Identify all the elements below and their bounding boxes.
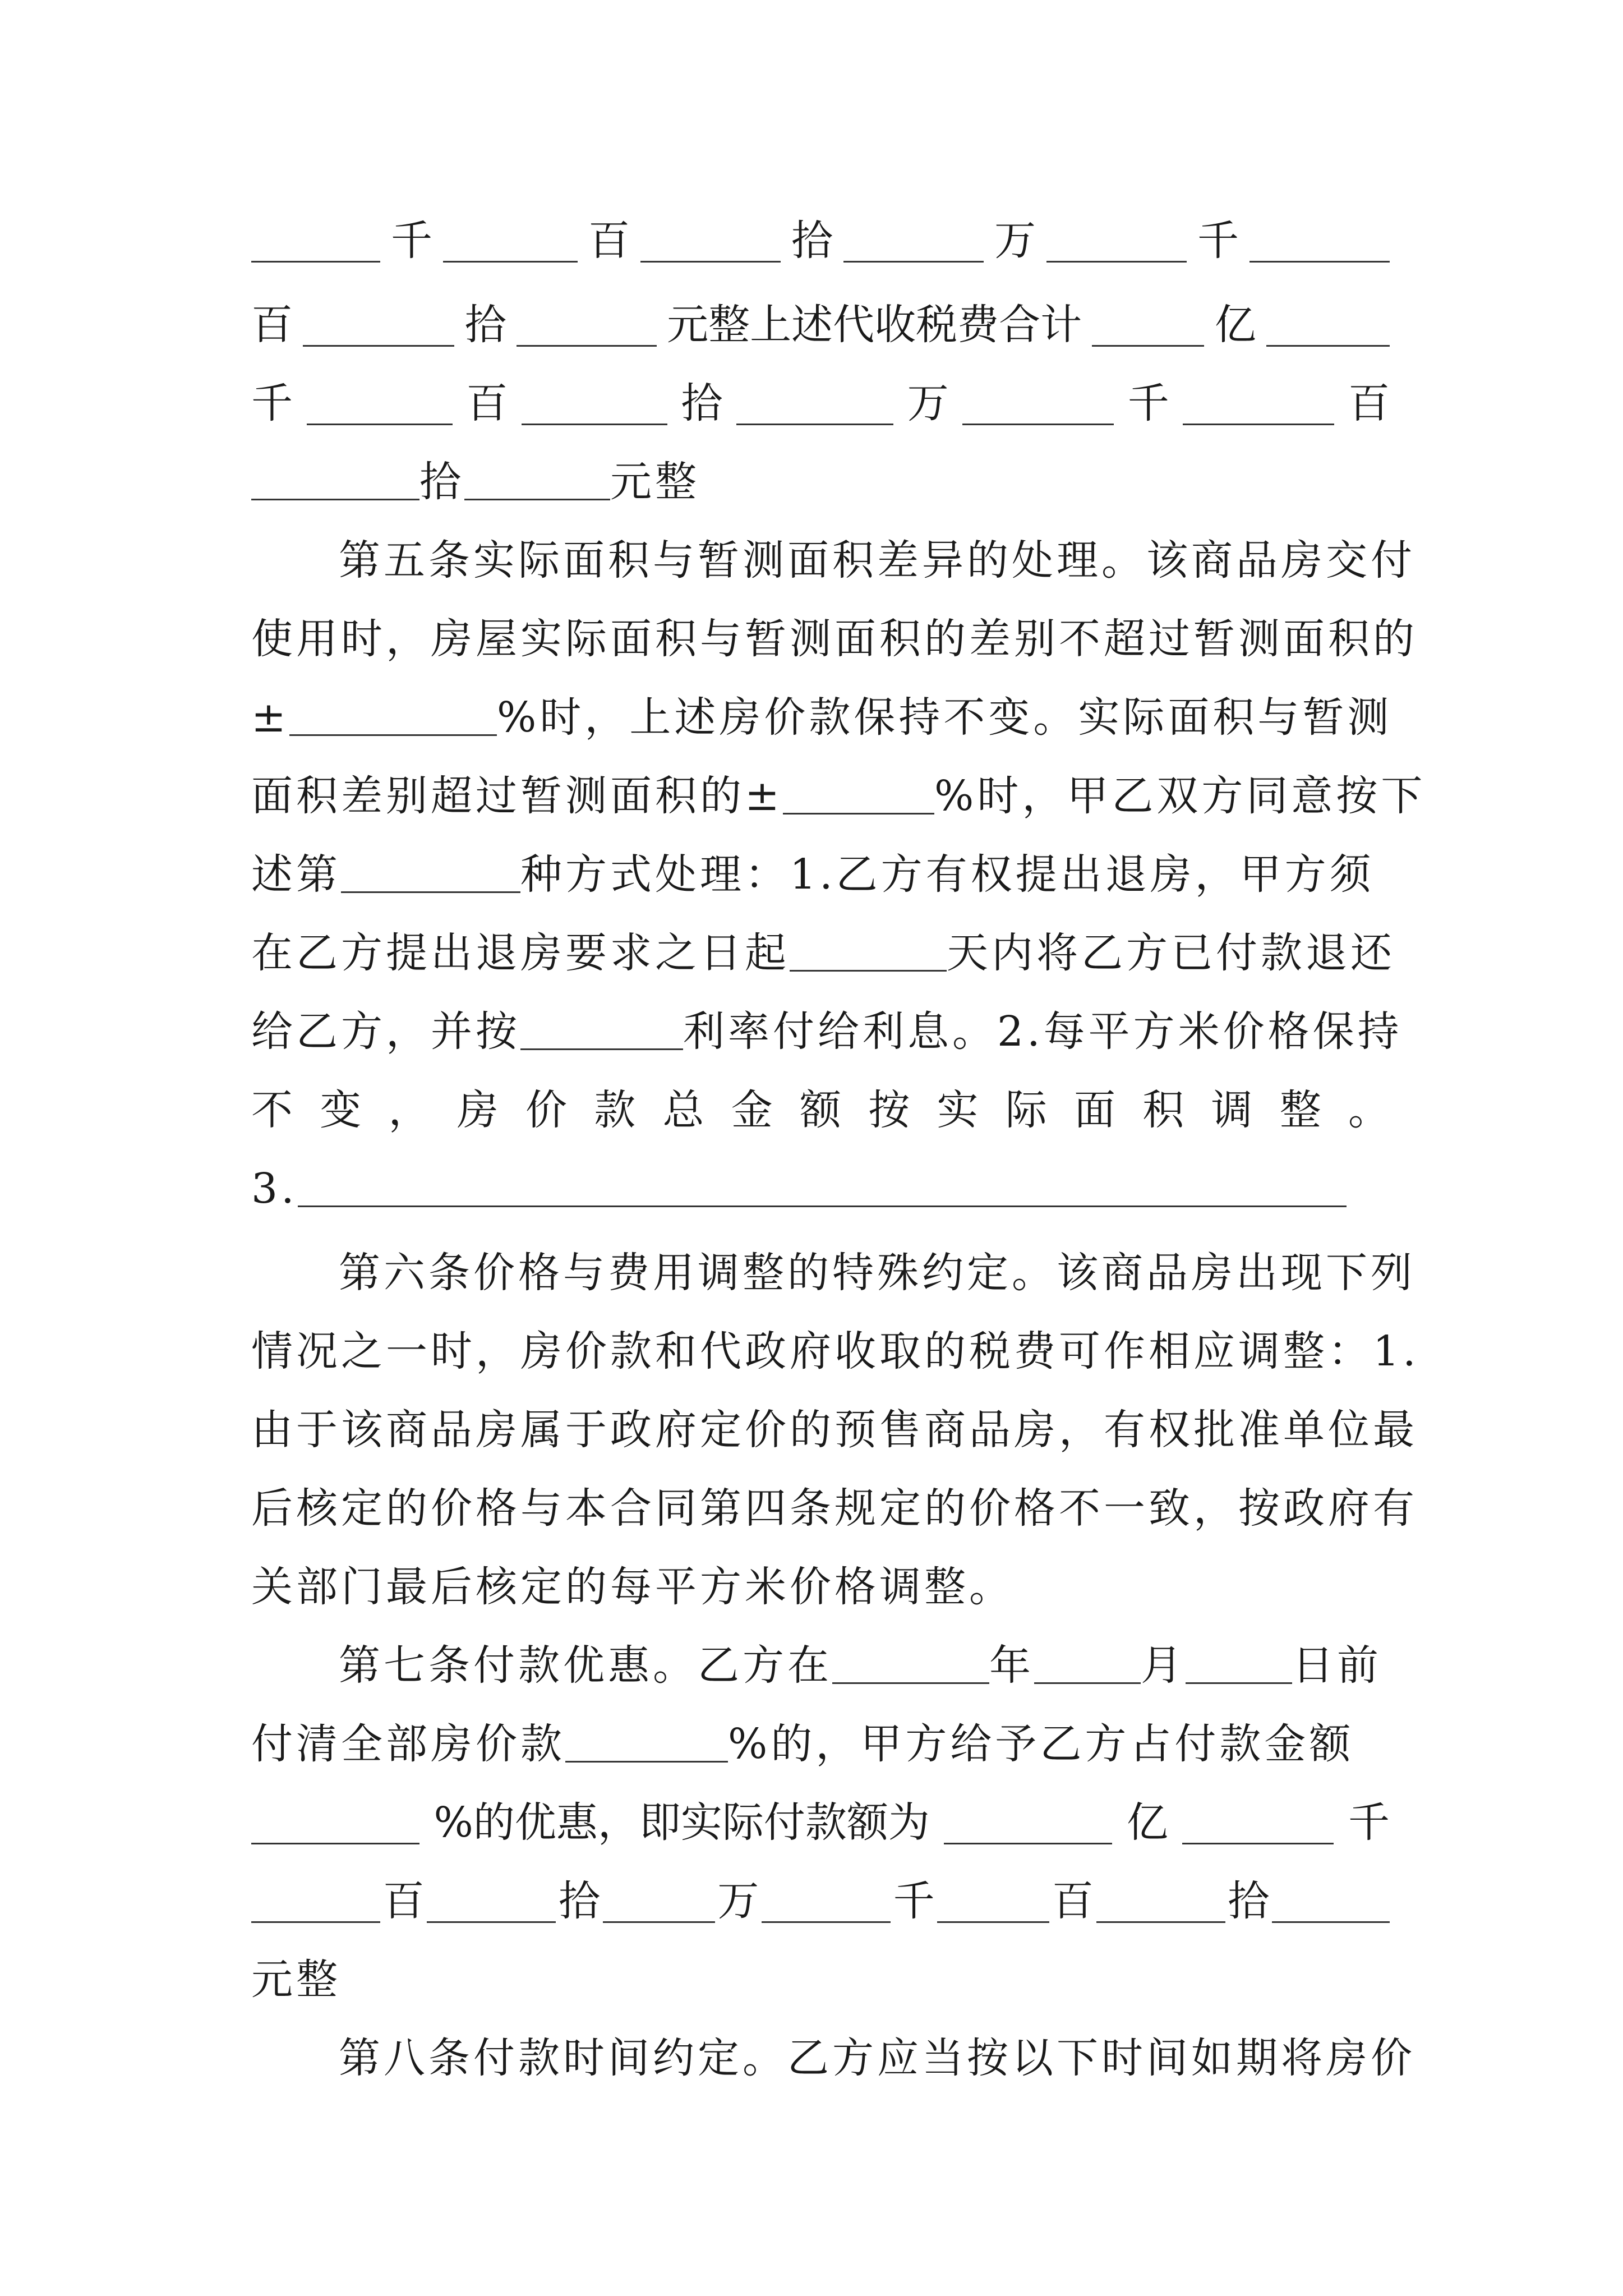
line-text: 亿 xyxy=(1214,301,1256,349)
text-line xyxy=(251,1941,1390,2018)
line-text: 额 xyxy=(800,1086,841,1134)
line-text: 实 xyxy=(937,1086,979,1134)
fill-in-blank[interactable] xyxy=(783,771,934,815)
fill-in-blank[interactable] xyxy=(251,1801,419,1844)
line-text: 种方式处理：1.乙方有权提出退房，甲方须 xyxy=(520,850,1375,899)
text-line xyxy=(251,757,1426,835)
fill-in-blank[interactable] xyxy=(1034,1641,1141,1684)
line-text: 在乙方提出退房要求之日起 xyxy=(251,929,790,977)
text-line xyxy=(251,1705,1390,1783)
line-text: 际 xyxy=(1005,1086,1047,1134)
fill-in-blank[interactable] xyxy=(307,382,453,425)
text-line xyxy=(251,1548,1390,1626)
line-text: 元整 xyxy=(610,458,700,506)
line-text: 月 xyxy=(1141,1641,1186,1690)
text-line xyxy=(339,1234,1415,1312)
fill-in-blank[interactable] xyxy=(1046,219,1187,263)
line-text: 第七条付款优惠。乙方在 xyxy=(339,1641,832,1690)
fill-in-blank[interactable] xyxy=(443,219,578,263)
line-text: 万 xyxy=(994,217,1036,265)
text-line xyxy=(339,2019,1415,2097)
fill-in-blank[interactable] xyxy=(341,850,520,893)
line-text: 整 xyxy=(1279,1086,1321,1134)
line-text: 变 xyxy=(320,1086,362,1134)
text-line xyxy=(251,1470,1418,1547)
line-text: 千 xyxy=(1127,379,1169,427)
text-line xyxy=(251,1391,1418,1469)
text-line xyxy=(251,993,1403,1070)
text-line xyxy=(251,365,1390,442)
fill-in-blank[interactable] xyxy=(1266,303,1390,347)
fill-in-blank[interactable] xyxy=(303,303,454,347)
fill-in-blank[interactable] xyxy=(762,1880,891,1923)
text-line xyxy=(251,1071,1390,1149)
text-line xyxy=(251,836,1390,913)
line-text: 第五条实际面积与暂测面积差异的处理。该商品房交付 xyxy=(339,536,1415,585)
line-text: 万 xyxy=(907,379,949,427)
line-text: 后核定的价格与本合同第四条规定的价格不一致，按政府有 xyxy=(251,1484,1418,1533)
fill-in-blank[interactable] xyxy=(1249,219,1390,263)
line-text: %的，甲方给予乙方占付款金额 xyxy=(728,1720,1354,1768)
line-text: ± xyxy=(251,693,290,742)
line-text: 3. xyxy=(251,1165,298,1213)
line-text: 百 xyxy=(251,301,293,349)
line-text: %时，上述房价款保持不变。实际面积与暂测 xyxy=(497,693,1393,742)
line-text: 拾 xyxy=(558,1877,600,1925)
line-text: 拾 xyxy=(464,301,506,349)
line-text: 日前 xyxy=(1292,1641,1382,1690)
fill-in-blank[interactable] xyxy=(736,382,893,425)
line-text: 价 xyxy=(525,1086,567,1134)
fill-in-blank[interactable] xyxy=(522,382,667,425)
line-text: 金 xyxy=(731,1086,773,1134)
line-text: ， xyxy=(388,1086,430,1134)
text-line xyxy=(339,1627,1390,1704)
fill-in-blank[interactable] xyxy=(298,1164,1347,1207)
line-text: 给乙方，并按 xyxy=(251,1007,520,1056)
line-text: 年 xyxy=(989,1641,1034,1690)
line-text: 付清全部房价款 xyxy=(251,1720,565,1768)
fill-in-blank[interactable] xyxy=(843,219,984,263)
fill-in-blank[interactable] xyxy=(1183,382,1334,425)
line-text: 千 xyxy=(251,379,293,427)
fill-in-blank[interactable] xyxy=(1186,1641,1292,1684)
fill-in-blank[interactable] xyxy=(251,457,419,500)
line-text: 百 xyxy=(382,1877,425,1925)
line-text: 百 xyxy=(1052,1877,1094,1925)
line-text: 款 xyxy=(594,1086,636,1134)
fill-in-blank[interactable] xyxy=(251,1880,380,1923)
text-line xyxy=(251,286,1390,364)
fill-in-blank[interactable] xyxy=(565,1719,728,1763)
fill-in-blank[interactable] xyxy=(832,1641,989,1684)
fill-in-blank[interactable] xyxy=(640,219,781,263)
fill-in-blank[interactable] xyxy=(1272,1880,1390,1923)
fill-in-blank[interactable] xyxy=(603,1880,715,1923)
line-text: 千 xyxy=(391,217,432,265)
fill-in-blank[interactable] xyxy=(1182,1801,1334,1844)
text-line xyxy=(251,1862,1390,1940)
line-text: 万 xyxy=(717,1877,759,1925)
line-text: 面积差别超过暂测面积的± xyxy=(251,772,783,820)
fill-in-blank[interactable] xyxy=(937,1880,1049,1923)
fill-in-blank[interactable] xyxy=(517,303,657,347)
text-line xyxy=(339,522,1415,599)
fill-in-blank[interactable] xyxy=(962,382,1114,425)
line-text: 拾 xyxy=(681,379,723,427)
text-line xyxy=(251,202,1390,279)
line-text: 拾 xyxy=(1228,1877,1270,1925)
line-text: 总 xyxy=(662,1086,704,1134)
line-text: 情况之一时，房价款和代政府收取的税费可作相应调整：1. xyxy=(251,1327,1419,1375)
fill-in-blank[interactable] xyxy=(790,928,947,972)
line-text: 关部门最后核定的每平方米价格调整。 xyxy=(251,1563,1014,1611)
line-text: 调 xyxy=(1211,1086,1253,1134)
line-text: 利率付给利息。2.每平方米价格保持 xyxy=(683,1007,1403,1056)
line-text: 百 xyxy=(588,217,630,265)
text-line xyxy=(251,443,1390,521)
text-line xyxy=(251,679,1393,756)
line-text: %时，甲乙双方同意按下 xyxy=(934,772,1426,820)
line-text: 千 xyxy=(1348,1798,1390,1847)
line-text: 按 xyxy=(868,1086,910,1134)
text-line xyxy=(251,914,1395,992)
line-text: %的优惠，即实际付款额为 xyxy=(434,1798,930,1847)
line-text: 拾 xyxy=(791,217,833,265)
line-text: 使用时，房屋实际面积与暂测面积的差别不超过暂测面积的 xyxy=(251,615,1418,663)
line-text: 第六条价格与费用调整的特殊约定。该商品房出现下列 xyxy=(339,1249,1415,1297)
fill-in-blank[interactable] xyxy=(944,1801,1112,1844)
line-text: 元整 xyxy=(251,1955,341,2004)
line-text: 百 xyxy=(466,379,508,427)
line-text: 亿 xyxy=(1126,1798,1168,1847)
text-line xyxy=(251,1150,1390,1227)
line-text: 房 xyxy=(457,1086,499,1134)
line-text: 百 xyxy=(1348,379,1390,427)
line-text: 天内将乙方已付款退还 xyxy=(947,929,1395,977)
fill-in-blank[interactable] xyxy=(520,1007,683,1050)
text-line xyxy=(251,1784,1390,1861)
fill-in-blank[interactable] xyxy=(1096,1880,1225,1923)
text-line xyxy=(251,1313,1419,1390)
line-text: 述第 xyxy=(251,850,341,899)
line-text: 拾 xyxy=(419,458,464,506)
line-text: 千 xyxy=(1197,217,1239,265)
line-text: 千 xyxy=(893,1877,935,1925)
text-line xyxy=(251,600,1418,678)
line-text: 元整上述代收税费合计 xyxy=(667,301,1082,349)
line-text: 。 xyxy=(1348,1086,1390,1134)
fill-in-blank[interactable] xyxy=(1092,303,1204,347)
line-text: 不 xyxy=(251,1086,293,1134)
fill-in-blank[interactable] xyxy=(427,1880,556,1923)
fill-in-blank[interactable] xyxy=(289,693,497,736)
fill-in-blank[interactable] xyxy=(464,457,610,500)
fill-in-blank[interactable] xyxy=(251,219,380,263)
line-text: 面 xyxy=(1074,1086,1115,1134)
line-text: 积 xyxy=(1142,1086,1184,1134)
line-text: 由于该商品房属于政府定价的预售商品房，有权批准单位最 xyxy=(251,1406,1418,1454)
line-text: 第八条付款时间约定。乙方应当按以下时间如期将房价 xyxy=(339,2034,1415,2082)
